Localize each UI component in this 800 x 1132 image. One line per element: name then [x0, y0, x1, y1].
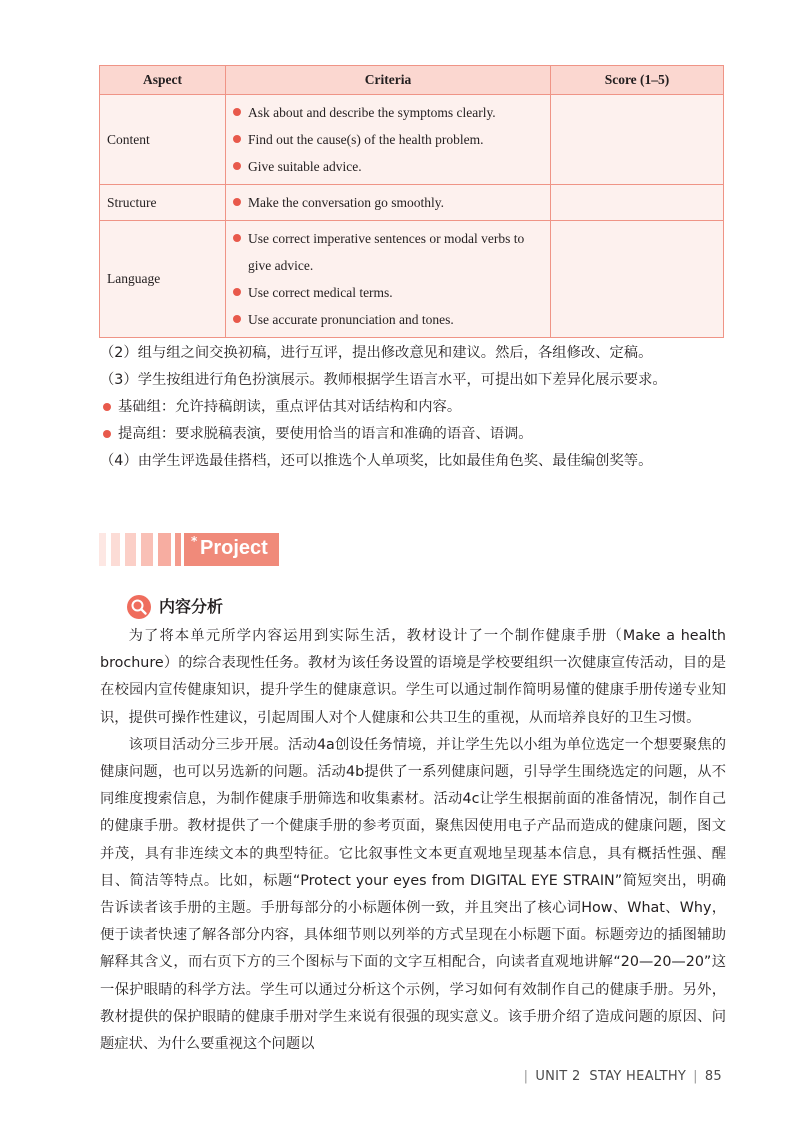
footer-divider: |	[523, 1069, 529, 1084]
banner-stripe	[158, 533, 171, 566]
criteria-text: Ask about and describe the symptoms clearly.	[248, 105, 496, 120]
criteria-item	[232, 306, 544, 333]
search-icon	[127, 595, 151, 619]
criteria-item	[232, 189, 544, 216]
criteria-item	[232, 126, 544, 153]
banner-stripe	[125, 533, 136, 566]
bullet-dot	[233, 315, 241, 323]
banner-star: *	[191, 534, 198, 548]
aspect-cell: Structure	[100, 185, 226, 221]
page-number: 85	[704, 1069, 722, 1084]
step-2-text: （2）组与组之间交换初稿，进行互评，提出修改意见和建议。然后，各组修改、定稿。	[100, 345, 653, 361]
table-header-row	[100, 66, 724, 95]
aspect-cell: Content	[100, 95, 226, 185]
content-analysis-body	[100, 623, 726, 1058]
table-row-language	[100, 221, 724, 338]
criteria-cell	[226, 221, 551, 338]
header-aspect: Aspect	[100, 66, 226, 95]
criteria-item	[232, 99, 544, 126]
project-banner	[99, 533, 279, 566]
footer-divider: |	[693, 1069, 698, 1084]
bullet-advanced-text: 提高组：要求脱稿表演，要使用恰当的语言和准确的语音、语调。	[118, 426, 533, 442]
bullet-dot	[233, 198, 241, 206]
bullet-dot	[233, 234, 241, 242]
banner-title: Project	[200, 537, 268, 559]
criteria-text: Use accurate pronunciation and tones.	[248, 312, 454, 327]
criteria-text: Make the conversation go smoothly.	[248, 195, 444, 210]
step-3-text: （3）学生按组进行角色扮演展示。教师根据学生语言水平，可提出如下差异化展示要求。	[100, 372, 667, 388]
criteria-cell	[226, 95, 551, 185]
table-row-structure	[100, 185, 724, 221]
bullet-basic-group	[100, 394, 720, 421]
bullet-dot	[103, 403, 111, 411]
score-cell	[551, 95, 724, 185]
score-cell	[551, 221, 724, 338]
score-cell	[551, 185, 724, 221]
banner-stripe	[141, 533, 153, 566]
criteria-item	[232, 153, 544, 180]
section-title: 内容分析	[159, 597, 224, 616]
footer-title: STAY HEALTHY	[589, 1069, 687, 1084]
bullet-basic-text: 基础组：允许持稿朗读，重点评估其对话结构和内容。	[118, 399, 462, 415]
rubric-table	[99, 65, 724, 338]
criteria-text: Use correct medical terms.	[248, 285, 393, 300]
paragraph-2: 该项目活动分三步开展。活动4a创设任务情境，并让学生先以小组为单位选定一个想要聚焦的健康问题，也可以另选新的问题。活动4b提供了一系列健康问题，引导学生围绕选定的问题，从不同维度搜索信息，为制作健康手册筛选和收集素材。活动4c让学生根据前面的准备情况，制作自己的健康手册。教材提供了一个健康手册的参考页面，聚焦因使用电子产品而造成的健康问题，图文并茂，具有非连续文本的典型特征。它比叙事性文本更直观地呈现基本信息，具有概括性强、醒目、简洁等特点。比如，标题“Protect your eyes from DIGITAL EYE STRAIN”简短突出，明确告诉读者该手册的主题。手册每部分的小标题体例一致，并且突出了核心词How、What、Why，便于读者快速了解各部分内容，具体细节则以列举的方式呈现在小标题下面。标题旁边的插图辅助解释其含义，而右页下方的三个图标与下面的文字互相配合，向读者直观地讲解“20—20—20”这一保护眼睛的科学方法。学生可以通过分析这个示例，学习如何有效制作自己的健康手册。另外，教材提供的保护眼睛的健康手册对学生来说有很强的现实意义。该手册介绍了造成问题的原因、问题症状、为什么要重视这个问题以	[100, 736, 726, 1053]
footer-unit: UNIT 2	[535, 1069, 581, 1084]
banner-stripe	[99, 533, 106, 566]
criteria-text: Give suitable advice.	[248, 159, 362, 174]
step-4-text: （4）由学生评选最佳搭档，还可以推选个人单项奖，比如最佳角色奖、最佳编创奖等。	[100, 453, 653, 469]
bullet-dot	[233, 162, 241, 170]
criteria-text: Find out the cause(s) of the health problem.	[248, 132, 484, 147]
header-criteria: Criteria	[226, 66, 551, 95]
header-score: Score (1–5)	[551, 66, 724, 95]
criteria-item	[232, 225, 544, 279]
criteria-cell	[226, 185, 551, 221]
paragraph-1: 为了将本单元所学内容运用到实际生活，教材设计了一个制作健康手册（Make a health brochure）的综合表现性任务。教材为该任务设置的语境是学校要组织一次健康宣传活动，目的是在校园内宣传健康知识，提升学生的健康意识。学生可以通过制作简明易懂的健康手册传递专业知识，提供可操作性建议，引起周围人对个人健康和公共卫生的重视，从而培养良好的卫生习惯。	[100, 628, 726, 726]
bullet-advanced-group	[100, 421, 720, 448]
table-row-content	[100, 95, 724, 185]
bullet-dot	[233, 288, 241, 296]
criteria-text: Use correct imperative sentences or modal verbs to give advice.	[248, 231, 525, 273]
bullet-dot	[233, 108, 241, 116]
page-footer	[517, 1069, 722, 1084]
banner-stripe	[111, 533, 120, 566]
bullet-dot	[103, 430, 111, 438]
banner-stripe	[175, 533, 181, 566]
bullet-dot	[233, 135, 241, 143]
criteria-item	[232, 279, 544, 306]
aspect-cell: Language	[100, 221, 226, 338]
